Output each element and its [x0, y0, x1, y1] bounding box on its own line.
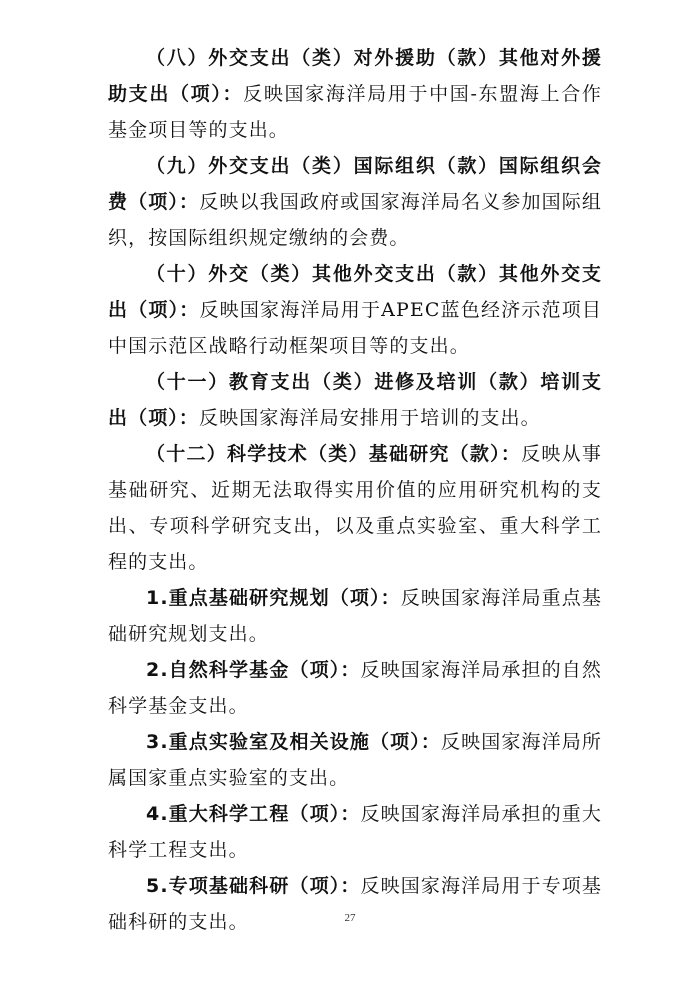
sub-item-3	[108, 724, 602, 796]
item-text: 反映国家海洋局所属国家重点实验室的支出。	[108, 731, 602, 789]
item-text: 反映国家海洋局用于专项基础科研的支出。	[108, 875, 602, 933]
item-text: 反映国家海洋局承担的自然科学基金支出。	[108, 659, 602, 717]
paragraph-10	[108, 256, 602, 364]
item-text: 反映国家海洋局承担的重大科学工程支出。	[108, 803, 602, 861]
paragraph-heading: （八）外交支出（类）对外援助（款）其他对外援助支出（项）：	[108, 47, 602, 105]
sub-item-1	[108, 580, 602, 652]
paragraph-text: 反映国家海洋局用于APEC蓝色经济示范项目中国示范区战略行动框架项目等的支出。	[108, 299, 602, 357]
paragraph-text: 反映国家海洋局安排用于培训的支出。	[199, 407, 541, 429]
item-heading: 4.重大科学工程（项）：	[146, 803, 361, 825]
paragraph-heading: （十）外交（类）其他外交支出（款）其他外交支出（项）：	[108, 263, 602, 321]
paragraph-11	[108, 364, 602, 436]
item-heading: 3.重点实验室及相关设施（项）：	[146, 731, 441, 753]
item-heading: 1.重点基础研究规划（项）：	[146, 587, 401, 609]
paragraph-12	[108, 436, 602, 580]
paragraph-heading: （九）外交支出（类）国际组织（款）国际组织会费（项）：	[108, 155, 602, 213]
paragraph-text: 反映以我国政府或国家海洋局名义参加国际组织，按国际组织规定缴纳的会费。	[108, 191, 602, 249]
document-body	[108, 40, 602, 940]
paragraph-text: 反映从事基础研究、近期无法取得实用价值的应用研究机构的支出、专项科学研究支出，以及重点实验室、重大科学工程的支出。	[108, 443, 602, 573]
paragraph-9	[108, 148, 602, 256]
paragraph-text: 反映国家海洋局用于中国-东盟海上合作基金项目等的支出。	[108, 83, 602, 141]
item-heading: 2.自然科学基金（项）：	[146, 659, 361, 681]
sub-item-5	[108, 868, 602, 940]
paragraph-8	[108, 40, 602, 148]
paragraph-heading: （十一）教育支出（类）进修及培训（款）培训支出（项）：	[108, 371, 602, 429]
page-number: 27	[344, 912, 356, 924]
item-text: 反映国家海洋局重点基础研究规划支出。	[108, 587, 602, 645]
item-heading: 5.专项基础科研（项）：	[146, 875, 361, 897]
sub-item-4	[108, 796, 602, 868]
sub-item-2	[108, 652, 602, 724]
paragraph-heading: （十二）科学技术（类）基础研究（款）：	[146, 443, 522, 465]
